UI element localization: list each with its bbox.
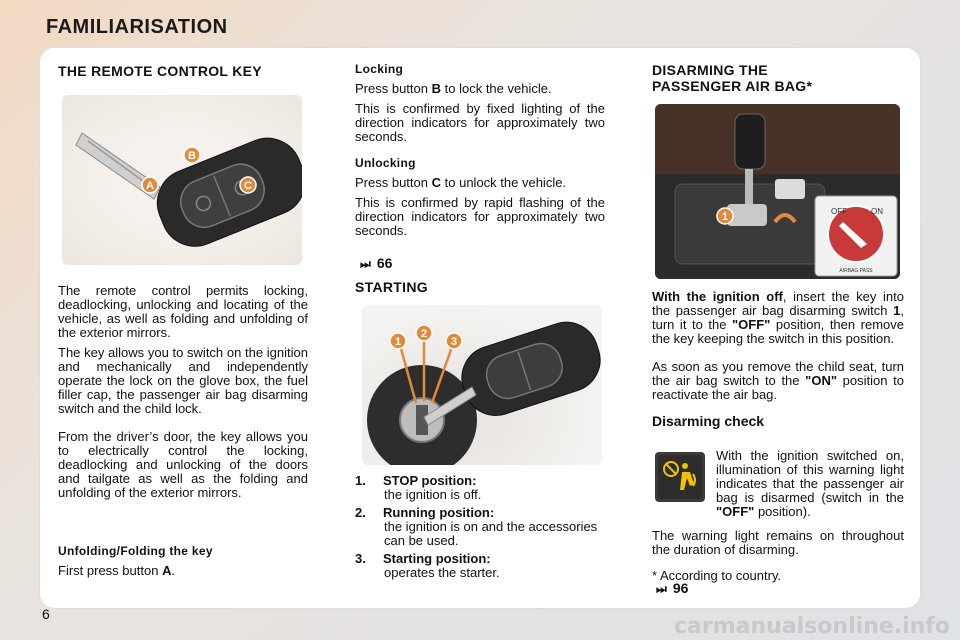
airbag-heading <box>652 62 904 94</box>
page-number: 6 <box>42 606 50 622</box>
remote-para-3: From the driver’s door, the key allows you to electrically control the locking, deadlocking and unlocking of the doors and tailgate as well as the folding and unfolding of the exterior mirrors. <box>58 429 308 500</box>
step-item <box>355 506 605 548</box>
step-number: 3. <box>355 551 366 566</box>
step-desc: the ignition is on and the accessories can be used. <box>384 519 598 548</box>
locking-section <box>355 62 605 150</box>
unfold-text-end: . <box>171 563 176 578</box>
switch-on-label: ON <box>871 207 883 216</box>
step-desc: operates the starter. <box>384 565 500 580</box>
airbag-p1-b: , turn it to the <box>652 303 904 332</box>
airbag-p1-off: "OFF" <box>731 317 771 332</box>
airbag-remain <box>652 529 904 585</box>
label-switch-1: 1 <box>721 211 729 223</box>
disarming-check-heading: Disarming check <box>652 413 765 429</box>
remote-para-2: The key allows you to switch on the ignition and mechanically and independently operate the lock on the glove box, the fuel filler cap, the passenger air bag disarming switch and the child lock. <box>58 345 308 416</box>
page-title: FAMILIARISATION <box>46 16 228 38</box>
switch-off-label: OFF <box>831 207 847 216</box>
airbag-heading-line-1: DISARMING THE <box>652 62 768 78</box>
page-ref-96[interactable] <box>656 581 688 596</box>
step-desc: the ignition is off. <box>384 487 482 502</box>
label-3: 3 <box>450 336 458 348</box>
unfold-text-lead: First press button <box>58 563 159 578</box>
check-para <box>716 449 904 519</box>
remote-para-1: The remote control permits locking, deadlocking, unlocking and locating of the vehicle, as well as folding and unfolding of the exterior mirrors. <box>58 283 308 340</box>
disarming-check-text <box>716 449 904 519</box>
page-ref-96-number: 96 <box>672 580 689 596</box>
airbag-p1-num: 1 <box>893 303 901 318</box>
check-off: "OFF" <box>716 504 755 519</box>
remote-heading: THE REMOTE CONTROL KEY <box>58 63 262 79</box>
watermark: carmanualsonline.info <box>674 614 950 639</box>
airbag-text <box>652 290 904 436</box>
check-a: With the ignition switched on, illumination of this warning light indicates that the passenger air bag is disarmed (switch in the <box>716 448 904 505</box>
airbag-switch-illustration <box>655 104 900 279</box>
airbag-p1-c: position, then remove the key keeping the switch in this position. <box>652 317 905 346</box>
unfold-button-ref: A <box>162 563 172 578</box>
label-1: 1 <box>394 336 402 348</box>
label-2: 2 <box>420 328 428 340</box>
step-title: Running position: <box>383 505 495 520</box>
remote-key-illustration <box>62 95 302 265</box>
remote-column <box>58 64 308 78</box>
starting-steps <box>355 474 605 584</box>
airbag-p2-b: position to reactivate the air bag. <box>652 373 904 402</box>
unlocking-button-ref: C <box>431 175 442 190</box>
locking-heading: Locking <box>355 62 404 76</box>
locking-button-ref: B <box>431 81 442 96</box>
airbag-p2-a: As soon as you remove the child seat, turn the air bag switch to the <box>652 359 904 388</box>
airbag-warning-light <box>655 452 705 502</box>
airbag-p1-a: , insert the key into the passenger air bag disarming switch <box>652 289 904 318</box>
unlocking-line-post: to unlock the vehicle. <box>444 175 567 190</box>
step-title: Starting position: <box>383 551 491 566</box>
label-c: C <box>244 180 252 192</box>
skip-forward-icon: ⏭ <box>656 582 667 596</box>
unlocking-para: This is confirmed by rapid flashing of the direction indicators for approximately two seconds. <box>355 195 605 238</box>
ignition-photo <box>362 305 602 465</box>
unlocking-line-pre: Press button <box>355 175 428 190</box>
airbag-warning-icon <box>655 452 705 502</box>
remote-text <box>58 284 308 506</box>
step-number: 2. <box>355 505 366 520</box>
unfold-section <box>58 544 308 578</box>
skip-forward-icon: ⏭ <box>360 257 371 271</box>
label-a: A <box>146 180 154 192</box>
locking-line-pre: Press button <box>355 81 428 96</box>
starting-section <box>355 280 605 294</box>
page-ref-66-number: 66 <box>376 255 393 271</box>
airbag-switch-photo <box>655 104 900 279</box>
locking-para: This is confirmed by fixed lighting of the direction indicators for approximately two seconds. <box>355 101 605 144</box>
airbag-p1-bold: With the ignition off <box>652 289 783 304</box>
page-ref-66[interactable] <box>360 256 392 271</box>
switch-caption: AIRBAG PASS <box>839 268 873 274</box>
airbag-heading-block <box>652 62 904 94</box>
step-item <box>355 552 605 580</box>
starting-heading: STARTING <box>355 279 428 295</box>
remain-para: The warning light remains on throughout the duration of disarming. <box>652 528 904 557</box>
steps-list <box>355 474 605 580</box>
airbag-para-1 <box>652 290 904 346</box>
airbag-heading-line-2: PASSENGER AIR BAG* <box>652 78 813 94</box>
locking-line <box>355 82 605 96</box>
locking-line-post: to lock the vehicle. <box>444 81 552 96</box>
footnote: * According to country. <box>652 568 782 583</box>
airbag-p2-on: "ON" <box>805 373 837 388</box>
airbag-para-2 <box>652 360 904 402</box>
unlocking-heading: Unlocking <box>355 156 416 170</box>
step-title: STOP position: <box>383 473 477 488</box>
ignition-illustration <box>362 305 602 465</box>
unfold-text <box>58 564 308 578</box>
unfold-heading: Unfolding/Folding the key <box>58 544 213 558</box>
step-item <box>355 474 605 502</box>
unlocking-section <box>355 156 605 244</box>
remote-key-photo <box>62 95 302 265</box>
step-number: 1. <box>355 473 366 488</box>
label-b: B <box>188 150 196 162</box>
check-b: position). <box>757 504 811 519</box>
unlocking-line <box>355 176 605 190</box>
